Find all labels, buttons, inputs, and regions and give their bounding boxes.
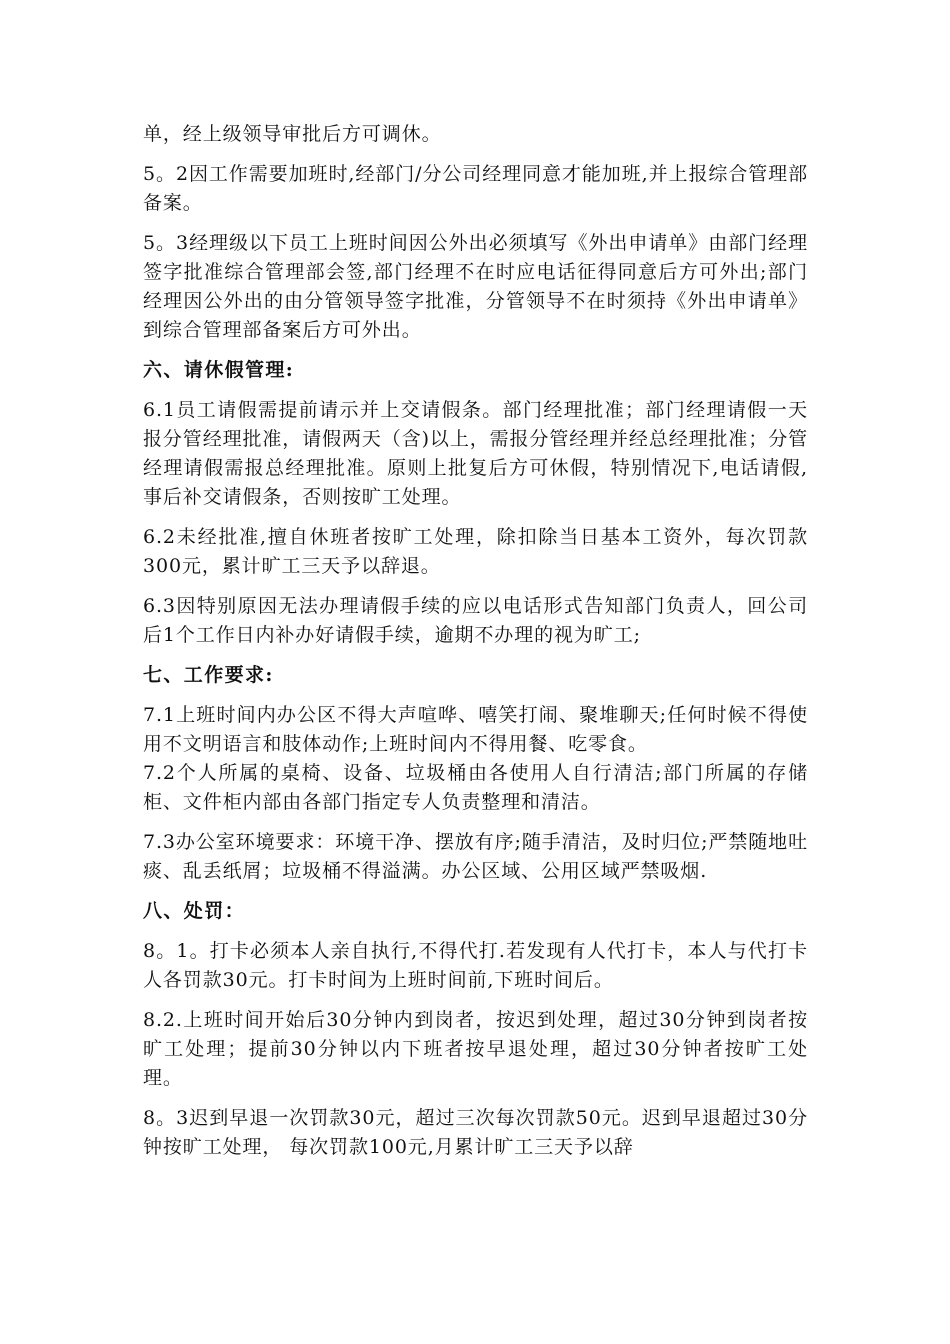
paragraph-7-2: 7.2个人所属的桌椅、设备、垃圾桶由各使用人自行清洁;部门所属的存储柜、文件柜内部由各部门指定专人负责整理和清洁。 <box>143 762 808 813</box>
section-heading-leave: 六、请休假管理: <box>143 359 295 381</box>
paragraph-8-1: 8。1。打卡必须本人亲自执行,不得代打.若发现有人代打卡，本人与代打卡人各罚款30元。打卡时间为上班时间前,下班时间后。 <box>143 940 808 991</box>
paragraph-8-3: 8。3迟到早退一次罚款30元，超过三次每次罚款50元。迟到早退超过30分钟按旷工处理， 每次罚款100元,月累计旷工三天予以辞 <box>143 1107 808 1158</box>
paragraph-7-1: 7.1上班时间内办公区不得大声喧哗、嘻笑打闹、聚堆聊天;任何时候不得使用不文明语言和肢体动作;上班时间内不得用餐、吃零食。 <box>143 704 808 755</box>
paragraph-5-3: 5。3经理级以下员工上班时间因公外出必须填写《外出申请单》由部门经理签字批准综合管理部会签,部门经理不在时应电话征得同意后方可外出;部门经理因公外出的由分管领导签字批准，分管领导不在时须持《外出申请单》到综合管理部备案后方可外出。 <box>143 232 808 341</box>
paragraph-5-1-tail: 单，经上级领导审批后方可调休。 <box>143 123 442 145</box>
paragraph-6-1: 6.1员工请假需提前请示并上交请假条。部门经理批准；部门经理请假一天报分管经理批准，请假两天（含)以上，需报分管经理并经总经理批准；分管经理请假需报总经理批准。原则上批复后方可休假，特别情况下,电话请假,事后补交请假条，否则按旷工处理。 <box>143 399 809 508</box>
paragraph-8-2: 8.2.上班时间开始后30分钟内到岗者，按迟到处理，超过30分钟到岗者按旷工处理；提前30分钟以内下班者按早退处理，超过30分钟者按旷工处理。 <box>143 1009 808 1089</box>
paragraph-6-2: 6.2未经批准,擅自休班者按旷工处理，除扣除当日基本工资外，每次罚款300元，累计旷工三天予以辞退。 <box>143 526 808 577</box>
section-heading-work: 七、工作要求: <box>143 664 274 686</box>
paragraph-7-3: 7.3办公室环境要求：环境干净、摆放有序;随手清洁，及时归位;严禁随地吐痰、乱丢纸屑；垃圾桶不得溢满。办公区域、公用区域严禁吸烟. <box>143 831 808 882</box>
section-heading-penalty: 八、处罚： <box>143 900 246 922</box>
document-body <box>143 120 808 1173</box>
paragraph-5-2: 5。2因工作需要加班时,经部门/分公司经理同意才能加班,并上报综合管理部备案。 <box>143 163 808 214</box>
paragraph-6-3: 6.3因特别原因无法办理请假手续的应以电话形式告知部门负责人，回公司后1个工作日内补办好请假手续，逾期不办理的视为旷工; <box>143 595 808 646</box>
